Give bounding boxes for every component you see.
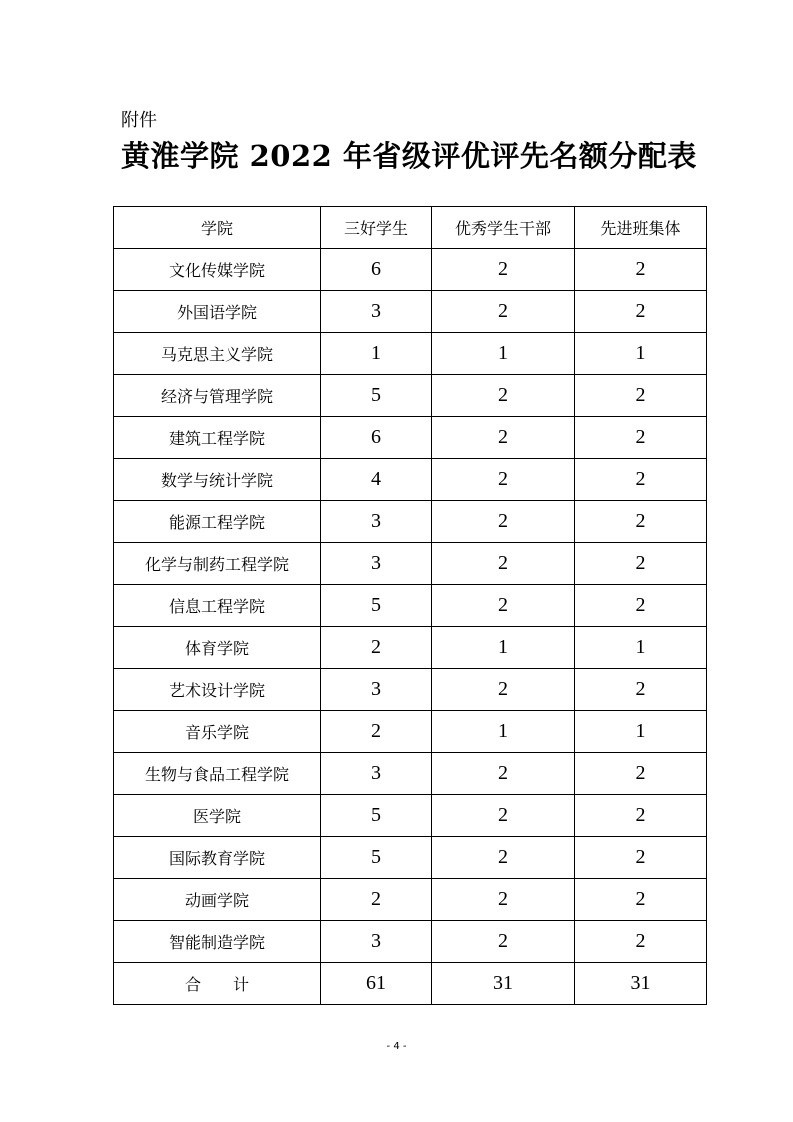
- sanhao-cell: 3: [321, 291, 432, 333]
- banjiti-cell: 2: [575, 879, 707, 921]
- table-row: [114, 669, 707, 711]
- ganbu-cell: 2: [432, 417, 575, 459]
- table-row: [114, 249, 707, 291]
- college-cell: 经济与管理学院: [114, 375, 321, 417]
- header-sanhao: 三好学生: [321, 207, 432, 249]
- table-row: [114, 501, 707, 543]
- header-banjiti: 先进班集体: [575, 207, 707, 249]
- banjiti-cell: 2: [575, 417, 707, 459]
- ganbu-cell: 2: [432, 501, 575, 543]
- total-sanhao: 61: [321, 963, 432, 1005]
- college-cell: 文化传媒学院: [114, 249, 321, 291]
- banjiti-cell: 2: [575, 543, 707, 585]
- college-cell: 信息工程学院: [114, 585, 321, 627]
- banjiti-cell: 1: [575, 627, 707, 669]
- total-ganbu: 31: [432, 963, 575, 1005]
- table-row: [114, 375, 707, 417]
- table-row: [114, 459, 707, 501]
- sanhao-cell: 5: [321, 837, 432, 879]
- college-cell: 国际教育学院: [114, 837, 321, 879]
- sanhao-cell: 3: [321, 753, 432, 795]
- banjiti-cell: 2: [575, 459, 707, 501]
- table-row: [114, 291, 707, 333]
- ganbu-cell: 1: [432, 627, 575, 669]
- college-cell: 建筑工程学院: [114, 417, 321, 459]
- sanhao-cell: 3: [321, 543, 432, 585]
- sanhao-cell: 6: [321, 249, 432, 291]
- table-row: [114, 795, 707, 837]
- ganbu-cell: 2: [432, 753, 575, 795]
- sanhao-cell: 5: [321, 795, 432, 837]
- banjiti-cell: 2: [575, 837, 707, 879]
- college-cell: 智能制造学院: [114, 921, 321, 963]
- college-cell: 艺术设计学院: [114, 669, 321, 711]
- table-row: [114, 711, 707, 753]
- banjiti-cell: 1: [575, 711, 707, 753]
- table-row: [114, 333, 707, 375]
- table-row: [114, 921, 707, 963]
- attachment-label: 附件: [121, 110, 157, 131]
- table-row: [114, 753, 707, 795]
- ganbu-cell: 2: [432, 249, 575, 291]
- table-row: [114, 627, 707, 669]
- table-body: [114, 249, 707, 963]
- table-header-row: [114, 207, 707, 249]
- table-row: [114, 879, 707, 921]
- ganbu-cell: 2: [432, 795, 575, 837]
- sanhao-cell: 3: [321, 669, 432, 711]
- banjiti-cell: 2: [575, 291, 707, 333]
- ganbu-cell: 1: [432, 333, 575, 375]
- sanhao-cell: 2: [321, 711, 432, 753]
- college-cell: 医学院: [114, 795, 321, 837]
- college-cell: 生物与食品工程学院: [114, 753, 321, 795]
- table-row: [114, 585, 707, 627]
- college-cell: 外国语学院: [114, 291, 321, 333]
- sanhao-cell: 6: [321, 417, 432, 459]
- banjiti-cell: 2: [575, 921, 707, 963]
- banjiti-cell: 1: [575, 333, 707, 375]
- college-cell: 体育学院: [114, 627, 321, 669]
- sanhao-cell: 1: [321, 333, 432, 375]
- sanhao-cell: 5: [321, 375, 432, 417]
- sanhao-cell: 2: [321, 879, 432, 921]
- college-cell: 马克思主义学院: [114, 333, 321, 375]
- college-cell: 数学与统计学院: [114, 459, 321, 501]
- ganbu-cell: 2: [432, 585, 575, 627]
- header-ganbu: 优秀学生干部: [432, 207, 575, 249]
- document-title: 黄淮学院 2022 年省级评优评先名额分配表: [121, 139, 697, 173]
- ganbu-cell: 2: [432, 543, 575, 585]
- ganbu-cell: 2: [432, 375, 575, 417]
- banjiti-cell: 2: [575, 501, 707, 543]
- ganbu-cell: 2: [432, 921, 575, 963]
- header-college: 学院: [114, 207, 321, 249]
- sanhao-cell: 2: [321, 627, 432, 669]
- banjiti-cell: 2: [575, 375, 707, 417]
- ganbu-cell: 2: [432, 879, 575, 921]
- total-row: [114, 963, 707, 1005]
- banjiti-cell: 2: [575, 249, 707, 291]
- sanhao-cell: 3: [321, 921, 432, 963]
- ganbu-cell: 2: [432, 291, 575, 333]
- sanhao-cell: 4: [321, 459, 432, 501]
- sanhao-cell: 3: [321, 501, 432, 543]
- college-cell: 能源工程学院: [114, 501, 321, 543]
- ganbu-cell: 1: [432, 711, 575, 753]
- ganbu-cell: 2: [432, 459, 575, 501]
- college-cell: 动画学院: [114, 879, 321, 921]
- banjiti-cell: 2: [575, 585, 707, 627]
- total-banjiti: 31: [575, 963, 707, 1005]
- page-number: - 4 -: [386, 1041, 407, 1052]
- banjiti-cell: 2: [575, 669, 707, 711]
- ganbu-cell: 2: [432, 669, 575, 711]
- table-row: [114, 543, 707, 585]
- banjiti-cell: 2: [575, 753, 707, 795]
- total-label: 合 计: [114, 963, 321, 1005]
- quota-table: [113, 206, 707, 1005]
- ganbu-cell: 2: [432, 837, 575, 879]
- banjiti-cell: 2: [575, 795, 707, 837]
- college-cell: 化学与制药工程学院: [114, 543, 321, 585]
- table-row: [114, 837, 707, 879]
- sanhao-cell: 5: [321, 585, 432, 627]
- college-cell: 音乐学院: [114, 711, 321, 753]
- table-row: [114, 417, 707, 459]
